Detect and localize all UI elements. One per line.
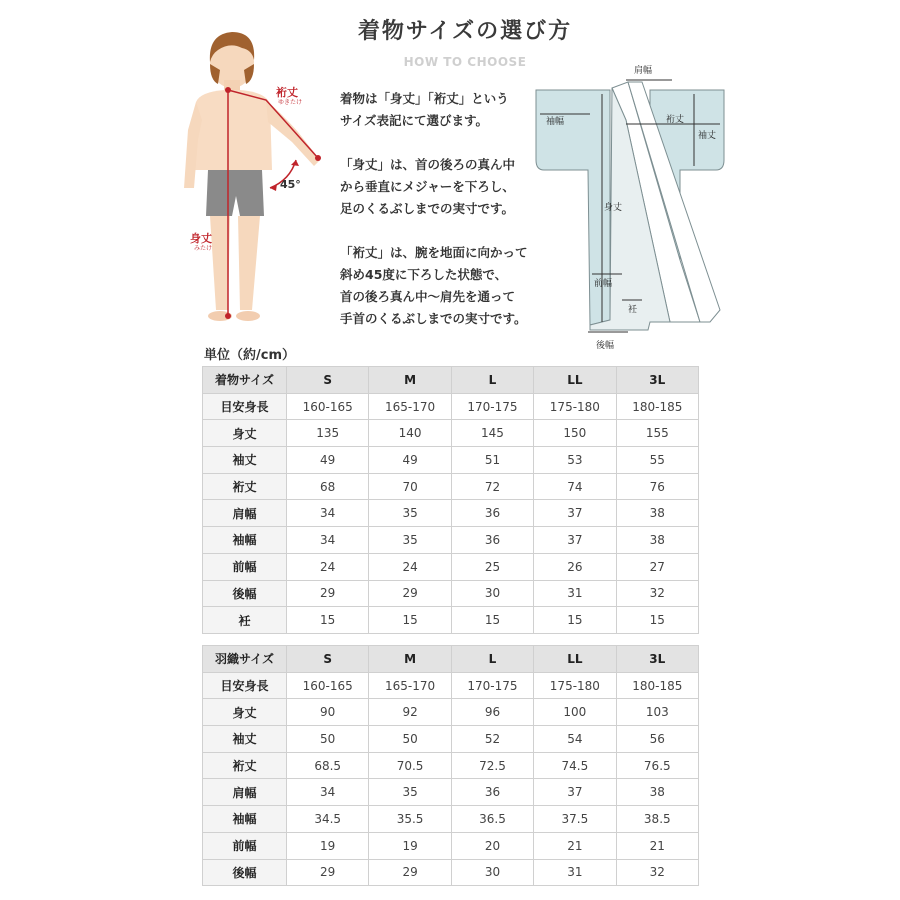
table-cell: 145	[451, 420, 533, 447]
table-cell: 52	[451, 726, 533, 753]
table-cell: 103	[616, 699, 698, 726]
table-cell: 68	[287, 473, 369, 500]
table-cell: 38	[616, 500, 698, 527]
desc-paragraph-3: 「裄丈」は、腕を地面に向かって 斜め45度に下ろした状態で、 首の後ろ真ん中〜肩先を通って 手首のくるぶしまでの実寸です。	[340, 245, 528, 326]
table-cell: 76.5	[616, 752, 698, 779]
svg-text:ゆきたけ: ゆきたけ	[278, 99, 303, 106]
kimono-label-sodetake: 袖丈	[698, 131, 717, 141]
table-cell: 175-180	[534, 672, 616, 699]
shorts-shape	[206, 170, 264, 216]
table-cell: 55	[616, 447, 698, 474]
table-row	[203, 580, 699, 607]
table-cell: 140	[369, 420, 451, 447]
table-row	[203, 859, 699, 886]
table-header-cell: S	[287, 367, 369, 394]
table-row	[203, 726, 699, 753]
kimono-label-sodehaba: 袖幅	[546, 117, 565, 127]
table-cell: 180-185	[616, 672, 698, 699]
table-cell: 31	[534, 859, 616, 886]
table-cell: 74.5	[534, 752, 616, 779]
table-cell: 37	[534, 527, 616, 554]
table-row-header: 袖幅	[203, 806, 287, 833]
table-cell: 32	[616, 580, 698, 607]
yuki-label: 裄丈	[276, 86, 298, 99]
table-cell: 53	[534, 447, 616, 474]
table-cell: 15	[369, 607, 451, 634]
table-cell: 38	[616, 779, 698, 806]
table-cell: 29	[287, 580, 369, 607]
angle-label: 45°	[280, 178, 301, 191]
torso-shape	[194, 90, 272, 170]
table-row-header: 身丈	[203, 699, 287, 726]
table-cell: 36.5	[451, 806, 533, 833]
table-cell: 35	[369, 527, 451, 554]
table-cell: 15	[287, 607, 369, 634]
table-header-cell: 着物サイズ	[203, 367, 287, 394]
table-cell: 30	[451, 580, 533, 607]
table-cell: 135	[287, 420, 369, 447]
table-cell: 37.5	[534, 806, 616, 833]
table-cell: 34	[287, 779, 369, 806]
table-cell: 155	[616, 420, 698, 447]
table-cell: 27	[616, 553, 698, 580]
table-cell: 24	[369, 553, 451, 580]
table-cell: 34	[287, 500, 369, 527]
table-row-header: 肩幅	[203, 500, 287, 527]
table-cell: 29	[369, 580, 451, 607]
table-cell: 38.5	[616, 806, 698, 833]
table-header-cell: 羽織サイズ	[203, 646, 287, 673]
table-cell: 35.5	[369, 806, 451, 833]
table-header-cell: M	[369, 367, 451, 394]
desc-paragraph-2: 「身丈」は、首の後ろの真ん中 から垂直にメジャーを下ろし、 足のくるぶしまでの実寸です。	[340, 157, 516, 216]
table-cell: 29	[287, 859, 369, 886]
table-cell: 35	[369, 779, 451, 806]
kimono-label-yuki: 裄丈	[666, 115, 685, 125]
table-cell: 31	[534, 580, 616, 607]
table-row-header: 裄丈	[203, 752, 287, 779]
table-row-header: 目安身長	[203, 672, 287, 699]
haori-size-table	[202, 645, 699, 886]
table-cell: 50	[287, 726, 369, 753]
table-cell: 30	[451, 859, 533, 886]
table-cell: 100	[534, 699, 616, 726]
kimono-diagram	[530, 60, 730, 355]
table-row	[203, 473, 699, 500]
table-cell: 54	[534, 726, 616, 753]
unit-label: 単位（約/cm）	[204, 348, 296, 363]
table-row-header: 袖丈	[203, 447, 287, 474]
table-cell: 34	[287, 527, 369, 554]
table-cell: 35	[369, 500, 451, 527]
table-cell: 15	[451, 607, 533, 634]
table-header-cell: M	[369, 646, 451, 673]
table-header-cell: S	[287, 646, 369, 673]
svg-text:みたけ: みたけ	[194, 245, 213, 252]
mitake-label: 身丈	[190, 232, 212, 245]
table-cell: 38	[616, 527, 698, 554]
table-cell: 50	[369, 726, 451, 753]
table-row	[203, 806, 699, 833]
table-cell: 19	[369, 832, 451, 859]
table-cell: 90	[287, 699, 369, 726]
table-row	[203, 699, 699, 726]
table-row	[203, 500, 699, 527]
haori-table-body	[203, 672, 699, 886]
table-row	[203, 393, 699, 420]
table-row	[203, 832, 699, 859]
table-cell: 36	[451, 779, 533, 806]
table-cell: 76	[616, 473, 698, 500]
table-cell: 37	[534, 500, 616, 527]
table-cell: 170-175	[451, 393, 533, 420]
table-row-header: 袖丈	[203, 726, 287, 753]
table-row	[203, 672, 699, 699]
table-row-header: 前幅	[203, 553, 287, 580]
kimono-size-table	[202, 366, 699, 634]
table-cell: 92	[369, 699, 451, 726]
table-cell: 49	[287, 447, 369, 474]
table-cell: 165-170	[369, 672, 451, 699]
table-cell: 165-170	[369, 393, 451, 420]
kimono-table-body	[203, 393, 699, 633]
table-cell: 70	[369, 473, 451, 500]
kimono-label-okumi: 衽	[628, 305, 638, 315]
desc-paragraph-1: 着物は「身丈」「裄丈」という サイズ表記にて選びます。	[340, 91, 509, 128]
table-row-header: 裄丈	[203, 473, 287, 500]
table-cell: 160-165	[287, 393, 369, 420]
table-row-header: 後幅	[203, 859, 287, 886]
table-cell: 37	[534, 779, 616, 806]
table-cell: 29	[369, 859, 451, 886]
table-cell: 180-185	[616, 393, 698, 420]
table-row-header: 目安身長	[203, 393, 287, 420]
table-row	[203, 447, 699, 474]
kimono-label-ushirohaba: 後幅	[596, 341, 615, 351]
table-cell: 96	[451, 699, 533, 726]
table-cell: 74	[534, 473, 616, 500]
table-cell: 72	[451, 473, 533, 500]
table-cell: 15	[616, 607, 698, 634]
person-back-illustration	[180, 20, 330, 340]
kimono-label-mitake: 身丈	[604, 203, 623, 213]
kimono-label-katahaba: 肩幅	[634, 66, 653, 76]
table-row	[203, 607, 699, 634]
table-cell: 68.5	[287, 752, 369, 779]
table-header-cell: 3L	[616, 367, 698, 394]
table-cell: 72.5	[451, 752, 533, 779]
table-cell: 36	[451, 500, 533, 527]
table-row-header: 袖幅	[203, 527, 287, 554]
size-description	[340, 88, 540, 352]
page-title: 着物サイズの選び方	[357, 19, 573, 44]
table-cell: 34.5	[287, 806, 369, 833]
table-cell: 24	[287, 553, 369, 580]
table-cell: 175-180	[534, 393, 616, 420]
table-cell: 70.5	[369, 752, 451, 779]
table-row	[203, 420, 699, 447]
table-cell: 19	[287, 832, 369, 859]
table-cell: 36	[451, 527, 533, 554]
table-cell: 15	[534, 607, 616, 634]
table-row-header: 後幅	[203, 580, 287, 607]
table-cell: 51	[451, 447, 533, 474]
table-row	[203, 779, 699, 806]
kimono-label-maehaba: 前幅	[594, 279, 613, 289]
table-row-header: 衽	[203, 607, 287, 634]
table-cell: 150	[534, 420, 616, 447]
table-cell: 56	[616, 726, 698, 753]
table-row-header: 前幅	[203, 832, 287, 859]
table-cell: 32	[616, 859, 698, 886]
table-cell: 21	[616, 832, 698, 859]
table-cell: 49	[369, 447, 451, 474]
table-row	[203, 527, 699, 554]
table-row	[203, 752, 699, 779]
table-row-header: 身丈	[203, 420, 287, 447]
table-cell: 21	[534, 832, 616, 859]
table-cell: 26	[534, 553, 616, 580]
table-header-cell: LL	[534, 646, 616, 673]
table-cell: 20	[451, 832, 533, 859]
table-row	[203, 553, 699, 580]
table-header-row	[203, 367, 699, 394]
table-cell: 25	[451, 553, 533, 580]
table-row-header: 肩幅	[203, 779, 287, 806]
table-header-cell: LL	[534, 367, 616, 394]
page-subtitle: HOW TO CHOOSE	[403, 55, 527, 69]
table-header-cell: 3L	[616, 646, 698, 673]
table-header-row	[203, 646, 699, 673]
table-header-cell: L	[451, 367, 533, 394]
table-cell: 160-165	[287, 672, 369, 699]
table-cell: 170-175	[451, 672, 533, 699]
table-header-cell: L	[451, 646, 533, 673]
